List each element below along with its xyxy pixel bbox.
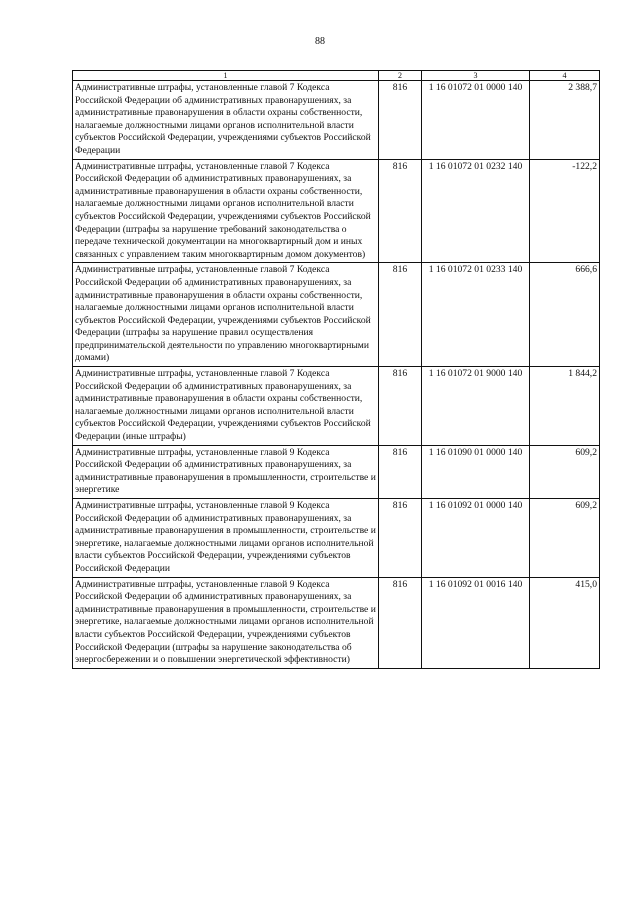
table-row (73, 81, 600, 160)
page-number: 88 (315, 36, 325, 47)
row-kbk-code: 1 16 01072 01 0000 140 (422, 81, 530, 160)
table-row (73, 159, 600, 263)
row-amount: 666,6 (530, 263, 600, 367)
row-admin-code: 816 (379, 81, 422, 160)
row-amount: 1 844,2 (530, 367, 600, 446)
table-row (73, 367, 600, 446)
row-amount: 609,2 (530, 445, 600, 498)
row-admin-code: 816 (379, 367, 422, 446)
row-description: Административные штрафы, установленные главой 9 Кодекса Российской Федерации об административных правонарушениях, за административные правонарушения в промышленности, строительстве и энергетике (73, 445, 379, 498)
row-description: Административные штрафы, установленные главой 9 Кодекса Российской Федерации об административных правонарушениях, за административные правонарушения в промышленности, строительстве и энергетике, налагаемые должностными лицами органов исполнительной власти субъектов Российской Федерации, учреждениями субъектов Российской Федерации (штрафы за нарушение законодательства об энергосбережении и о повышении энергетической эффективности) (73, 577, 379, 668)
row-kbk-code: 1 16 01092 01 0016 140 (422, 577, 530, 668)
row-description: Административные штрафы, установленные главой 9 Кодекса Российской Федерации об административных правонарушениях, за административные правонарушения в промышленности, строительстве и энергетике, налагаемые должностными лицами органов исполнительной власти субъектов Российской Федерации, учреждениями субъектов Российской Федерации (73, 499, 379, 578)
row-kbk-code: 1 16 01072 01 9000 140 (422, 367, 530, 446)
budget-table (72, 70, 600, 669)
table-row (73, 263, 600, 367)
row-admin-code: 816 (379, 445, 422, 498)
row-kbk-code: 1 16 01092 01 0000 140 (422, 499, 530, 578)
column-header-4: 4 (530, 71, 600, 81)
row-amount: 2 388,7 (530, 81, 600, 160)
row-admin-code: 816 (379, 577, 422, 668)
row-description: Административные штрафы, установленные главой 7 Кодекса Российской Федерации об административных правонарушениях, за административные правонарушения в области охраны собственности, налагаемые должностными лицами органов исполнительной власти субъектов Российской Федерации, учреждениями субъектов Российской Федерации (штрафы за нарушение правил осуществления предпринимательской деятельности по управлению многоквартирными домами) (73, 263, 379, 367)
row-description: Административные штрафы, установленные главой 7 Кодекса Российской Федерации об административных правонарушениях, за административные правонарушения в области охраны собственности, налагаемые должностными лицами органов исполнительной власти субъектов Российской Федерации, учреждениями субъектов Российской Федерации (иные штрафы) (73, 367, 379, 446)
row-description: Административные штрафы, установленные главой 7 Кодекса Российской Федерации об административных правонарушениях, за административные правонарушения в области охраны собственности, налагаемые должностными лицами органов исполнительной власти субъектов Российской Федерации, учреждениями субъектов Российской Федерации (73, 81, 379, 160)
column-header-2: 2 (379, 71, 422, 81)
table-row (73, 499, 600, 578)
row-admin-code: 816 (379, 159, 422, 263)
row-admin-code: 816 (379, 263, 422, 367)
row-description: Административные штрафы, установленные главой 7 Кодекса Российской Федерации об административных правонарушениях, за административные правонарушения в области охраны собственности, налагаемые должностными лицами органов исполнительной власти субъектов Российской Федерации, учреждениями субъектов Российской Федерации (штрафы за нарушение требований законодательства о передаче технической документации на многоквартирный дом и иных связанных с управлением таким многоквартирным домом документов) (73, 159, 379, 263)
row-admin-code: 816 (379, 499, 422, 578)
row-amount: 415,0 (530, 577, 600, 668)
table-header-row (73, 71, 600, 81)
row-kbk-code: 1 16 01072 01 0233 140 (422, 263, 530, 367)
column-header-1: 1 (73, 71, 379, 81)
row-amount: -122,2 (530, 159, 600, 263)
table-row (73, 445, 600, 498)
row-amount: 609,2 (530, 499, 600, 578)
row-kbk-code: 1 16 01072 01 0232 140 (422, 159, 530, 263)
table-row (73, 577, 600, 668)
row-kbk-code: 1 16 01090 01 0000 140 (422, 445, 530, 498)
column-header-3: 3 (422, 71, 530, 81)
